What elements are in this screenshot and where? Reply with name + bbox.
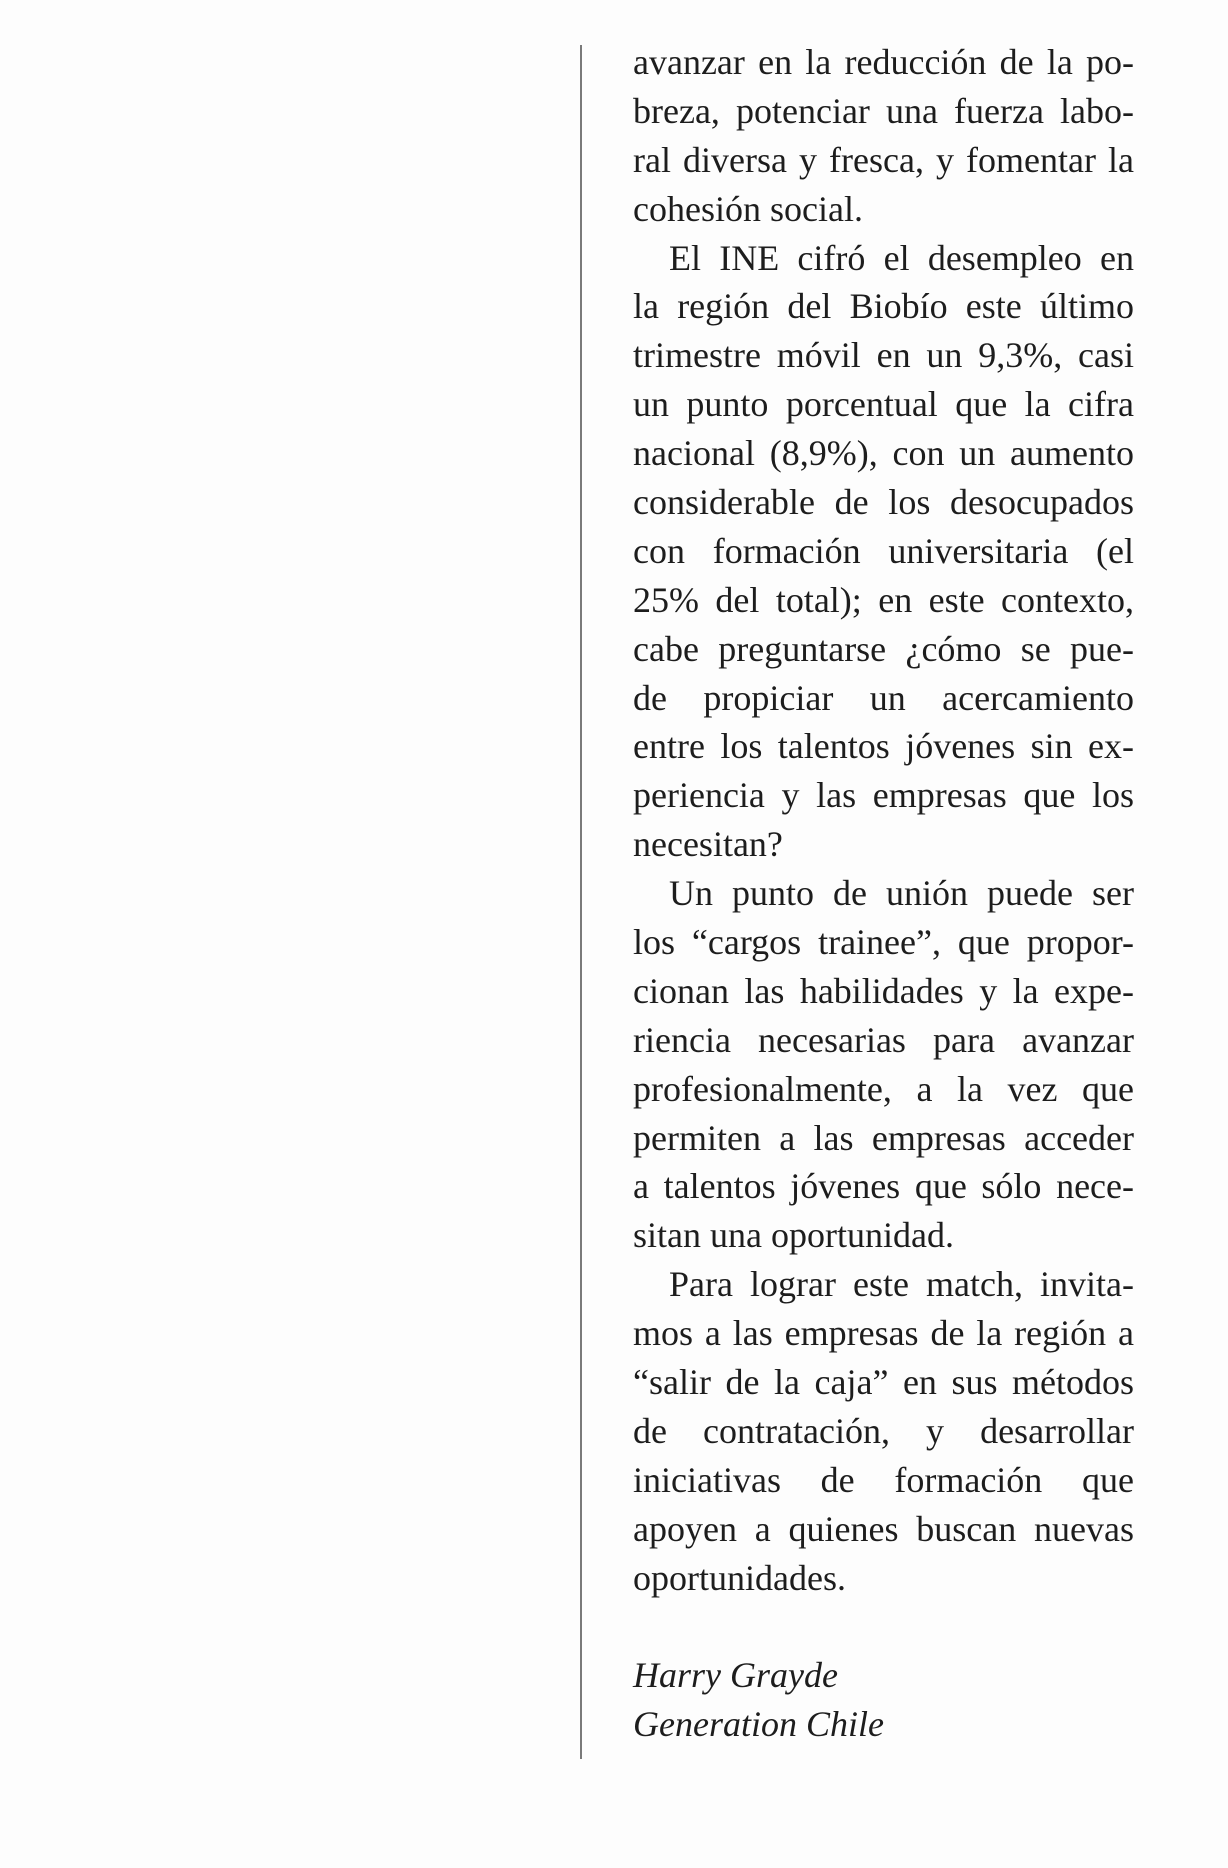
signature	[633, 1651, 1134, 1749]
article-column	[633, 38, 1134, 1749]
text-line: de propiciar un acercamiento	[633, 677, 1134, 718]
text-line: El INE cifró el desempleo en	[669, 237, 1134, 278]
author-organization: Generation Chile	[633, 1704, 884, 1745]
text-line: apoyen a quienes buscan nuevas	[633, 1508, 1134, 1549]
text-line: profesionalmente, a la vez que	[633, 1068, 1134, 1109]
text-line: riencia necesarias para avanzar	[633, 1019, 1134, 1060]
text-line: “salir de la caja” en sus métodos	[633, 1362, 1134, 1403]
text-line: con formación universitaria (el	[633, 530, 1134, 571]
text-line: a talentos jóvenes que sólo nece-	[633, 1166, 1134, 1207]
text-line: Para lograr este match, invita-	[669, 1264, 1134, 1305]
text-line: un punto porcentual que la cifra	[633, 384, 1134, 425]
text-line: los “cargos trainee”, que propor-	[633, 922, 1134, 963]
text-line: ral diversa y fresca, y fomentar la	[633, 139, 1134, 180]
text-line: trimestre móvil en un 9,3%, casi	[633, 335, 1134, 376]
paragraph-4	[633, 1260, 1134, 1602]
text-line: iniciativas de formación que	[633, 1459, 1134, 1500]
text-line: 25% del total); en este contexto,	[633, 579, 1134, 620]
paragraph-3	[633, 869, 1134, 1260]
text-line: oportunidades.	[633, 1557, 846, 1598]
author-name: Harry Grayde	[633, 1655, 838, 1696]
text-line: breza, potenciar una fuerza labo-	[633, 90, 1134, 131]
text-line: cionan las habilidades y la expe-	[633, 970, 1134, 1011]
text-line: sitan una oportunidad.	[633, 1215, 954, 1256]
text-line: considerable de los desocupados	[633, 482, 1134, 523]
text-line: entre los talentos jóvenes sin ex-	[633, 726, 1134, 767]
text-line: periencia y las empresas que los	[633, 775, 1134, 816]
text-line: avanzar en la reducción de la po-	[633, 42, 1134, 82]
paragraph-2	[633, 234, 1134, 870]
text-line: la región del Biobío este último	[633, 286, 1134, 327]
text-line: mos a las empresas de la región a	[633, 1313, 1134, 1354]
spacer	[633, 1603, 1134, 1652]
text-line: permiten a las empresas acceder	[633, 1117, 1134, 1158]
column-rule	[580, 45, 582, 1759]
text-line: nacional (8,9%), con un aumento	[633, 433, 1134, 474]
text-line: Un punto de unión puede ser	[669, 873, 1134, 914]
paragraph-1	[633, 38, 1134, 234]
text-line: cohesión social.	[633, 188, 863, 229]
text-line: cabe preguntarse ¿cómo se pue-	[633, 628, 1134, 669]
text-line: necesitan?	[633, 824, 783, 865]
text-line: de contratación, y desarrollar	[633, 1410, 1134, 1451]
